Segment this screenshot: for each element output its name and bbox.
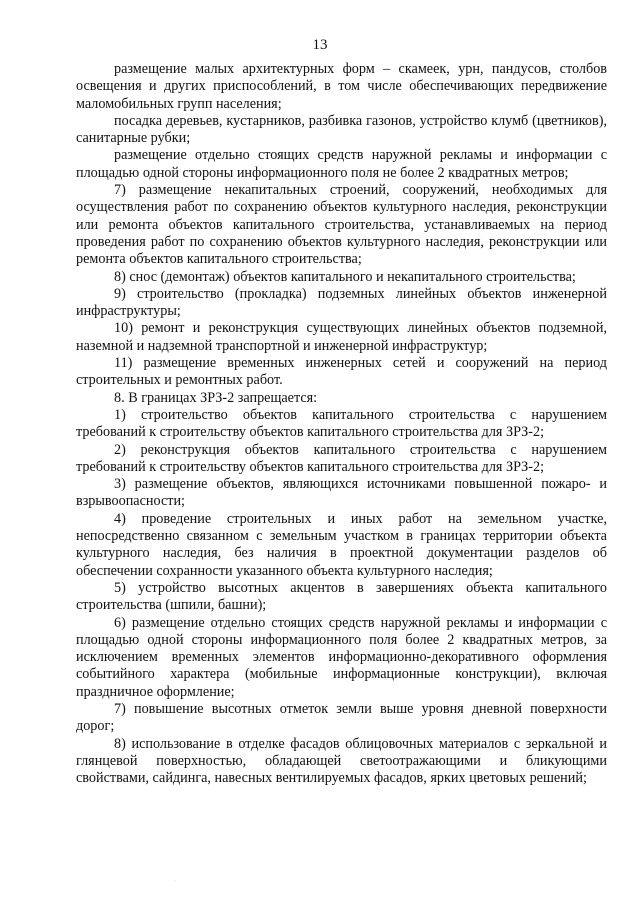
paragraph-small-architectural-forms: размещение малых архитектурных форм – скамеек, урн, пандусов, столбов освещения и других приспособлений, в том числе обеспечивающих передвижение маломобильных групп населения; <box>76 61 607 112</box>
paragraph-prohibited-4-works: 4) проведение строительных и иных работ на земельном участке, непосредственно связанном с земельным участком в границах территории объекта культурного наследия, без наличия в проектной документации разделов об обеспечении сохранности указанного объекта культурного наследия; <box>76 510 607 579</box>
paragraph-item-8-demolition: 8) снос (демонтаж) объектов капитального и некапитального строительства; <box>114 268 576 285</box>
paragraph-item-9-underground-lines: 9) строительство (прокладка) подземных линейных объектов инженерной инфраструктуры; <box>76 285 607 320</box>
paragraph-prohibited-2-reconstruction: 2) реконструкция объектов капитального строительства с нарушением требований к строительству объектов капитального строительства для ЗРЗ-2; <box>76 441 607 475</box>
scan-artifact-dot: · <box>174 878 176 884</box>
paragraph-planting: посадка деревьев, кустарников, разбивка газонов, устройство клумб (цветников), санитарные рубки; <box>76 112 607 147</box>
paragraph-item-11-temporary-networks: 11) размещение временных инженерных сетей и сооружений на период строительных и ремонтных работ. <box>76 355 607 389</box>
paragraph-prohibited-3-hazard-objects: 3) размещение объектов, являющихся источниками повышенной пожаро- и взрывоопасности; <box>76 476 607 510</box>
paragraph-item-10-linear-objects: 10) ремонт и реконструкция существующих линейных объектов подземной, наземной и надземной транспортной и инженерной инфраструктур; <box>76 320 607 354</box>
paragraph-prohibited-6-advertising: 6) размещение отдельно стоящих средств наружной рекламы и информации с площадью одной стороны информационного поля более 2 квадратных метров, за исключением временных элементов информационно-декоративного оформления событийного характера (мобильные информационные конструкции), включая праздничное оформление; <box>76 614 607 700</box>
paragraph-prohibited-1-construction: 1) строительство объектов капитального строительства с нарушением требований к строительству объектов капитального строительства для ЗРЗ-2; <box>76 406 607 441</box>
paragraph-item-7-temporary-structures: 7) размещение некапитальных строений, сооружений, необходимых для осуществления работ по сохранению объектов культурного наследия, реконструкции или ремонта объектов капитального строительства, устанавливаемых на период проведения работ по сохранению объектов культурного наследия, реконструкции или ремонта объектов капитального строительства; <box>76 182 607 268</box>
section-heading-zrz2-prohibited: 8. В границах ЗРЗ-2 запрещается: <box>114 389 318 406</box>
paragraph-advertising-allowed: размещение отдельно стоящих средств наружной рекламы и информации с площадью одной стороны информационного поля не более 2 квадратных метров; <box>76 147 607 181</box>
paragraph-prohibited-7-ground-level: 7) повышение высотных отметок земли выше уровня дневной поверхности дорог; <box>76 700 607 735</box>
page-number: 13 <box>312 37 328 53</box>
paragraph-prohibited-5-high-accents: 5) устройство высотных акцентов в завершениях объекта капитального строительства (шпили, башни); <box>76 579 607 614</box>
paragraph-prohibited-8-facade-materials: 8) использование в отделке фасадов облицовочных материалов с зеркальной и глянцевой поверхностью, обладающей светоотражающими и бликующими свойствами, сайдинга, навесных вентилируемых фасадов, ярких цветовых решений; <box>76 735 607 787</box>
document-body <box>76 61 607 787</box>
